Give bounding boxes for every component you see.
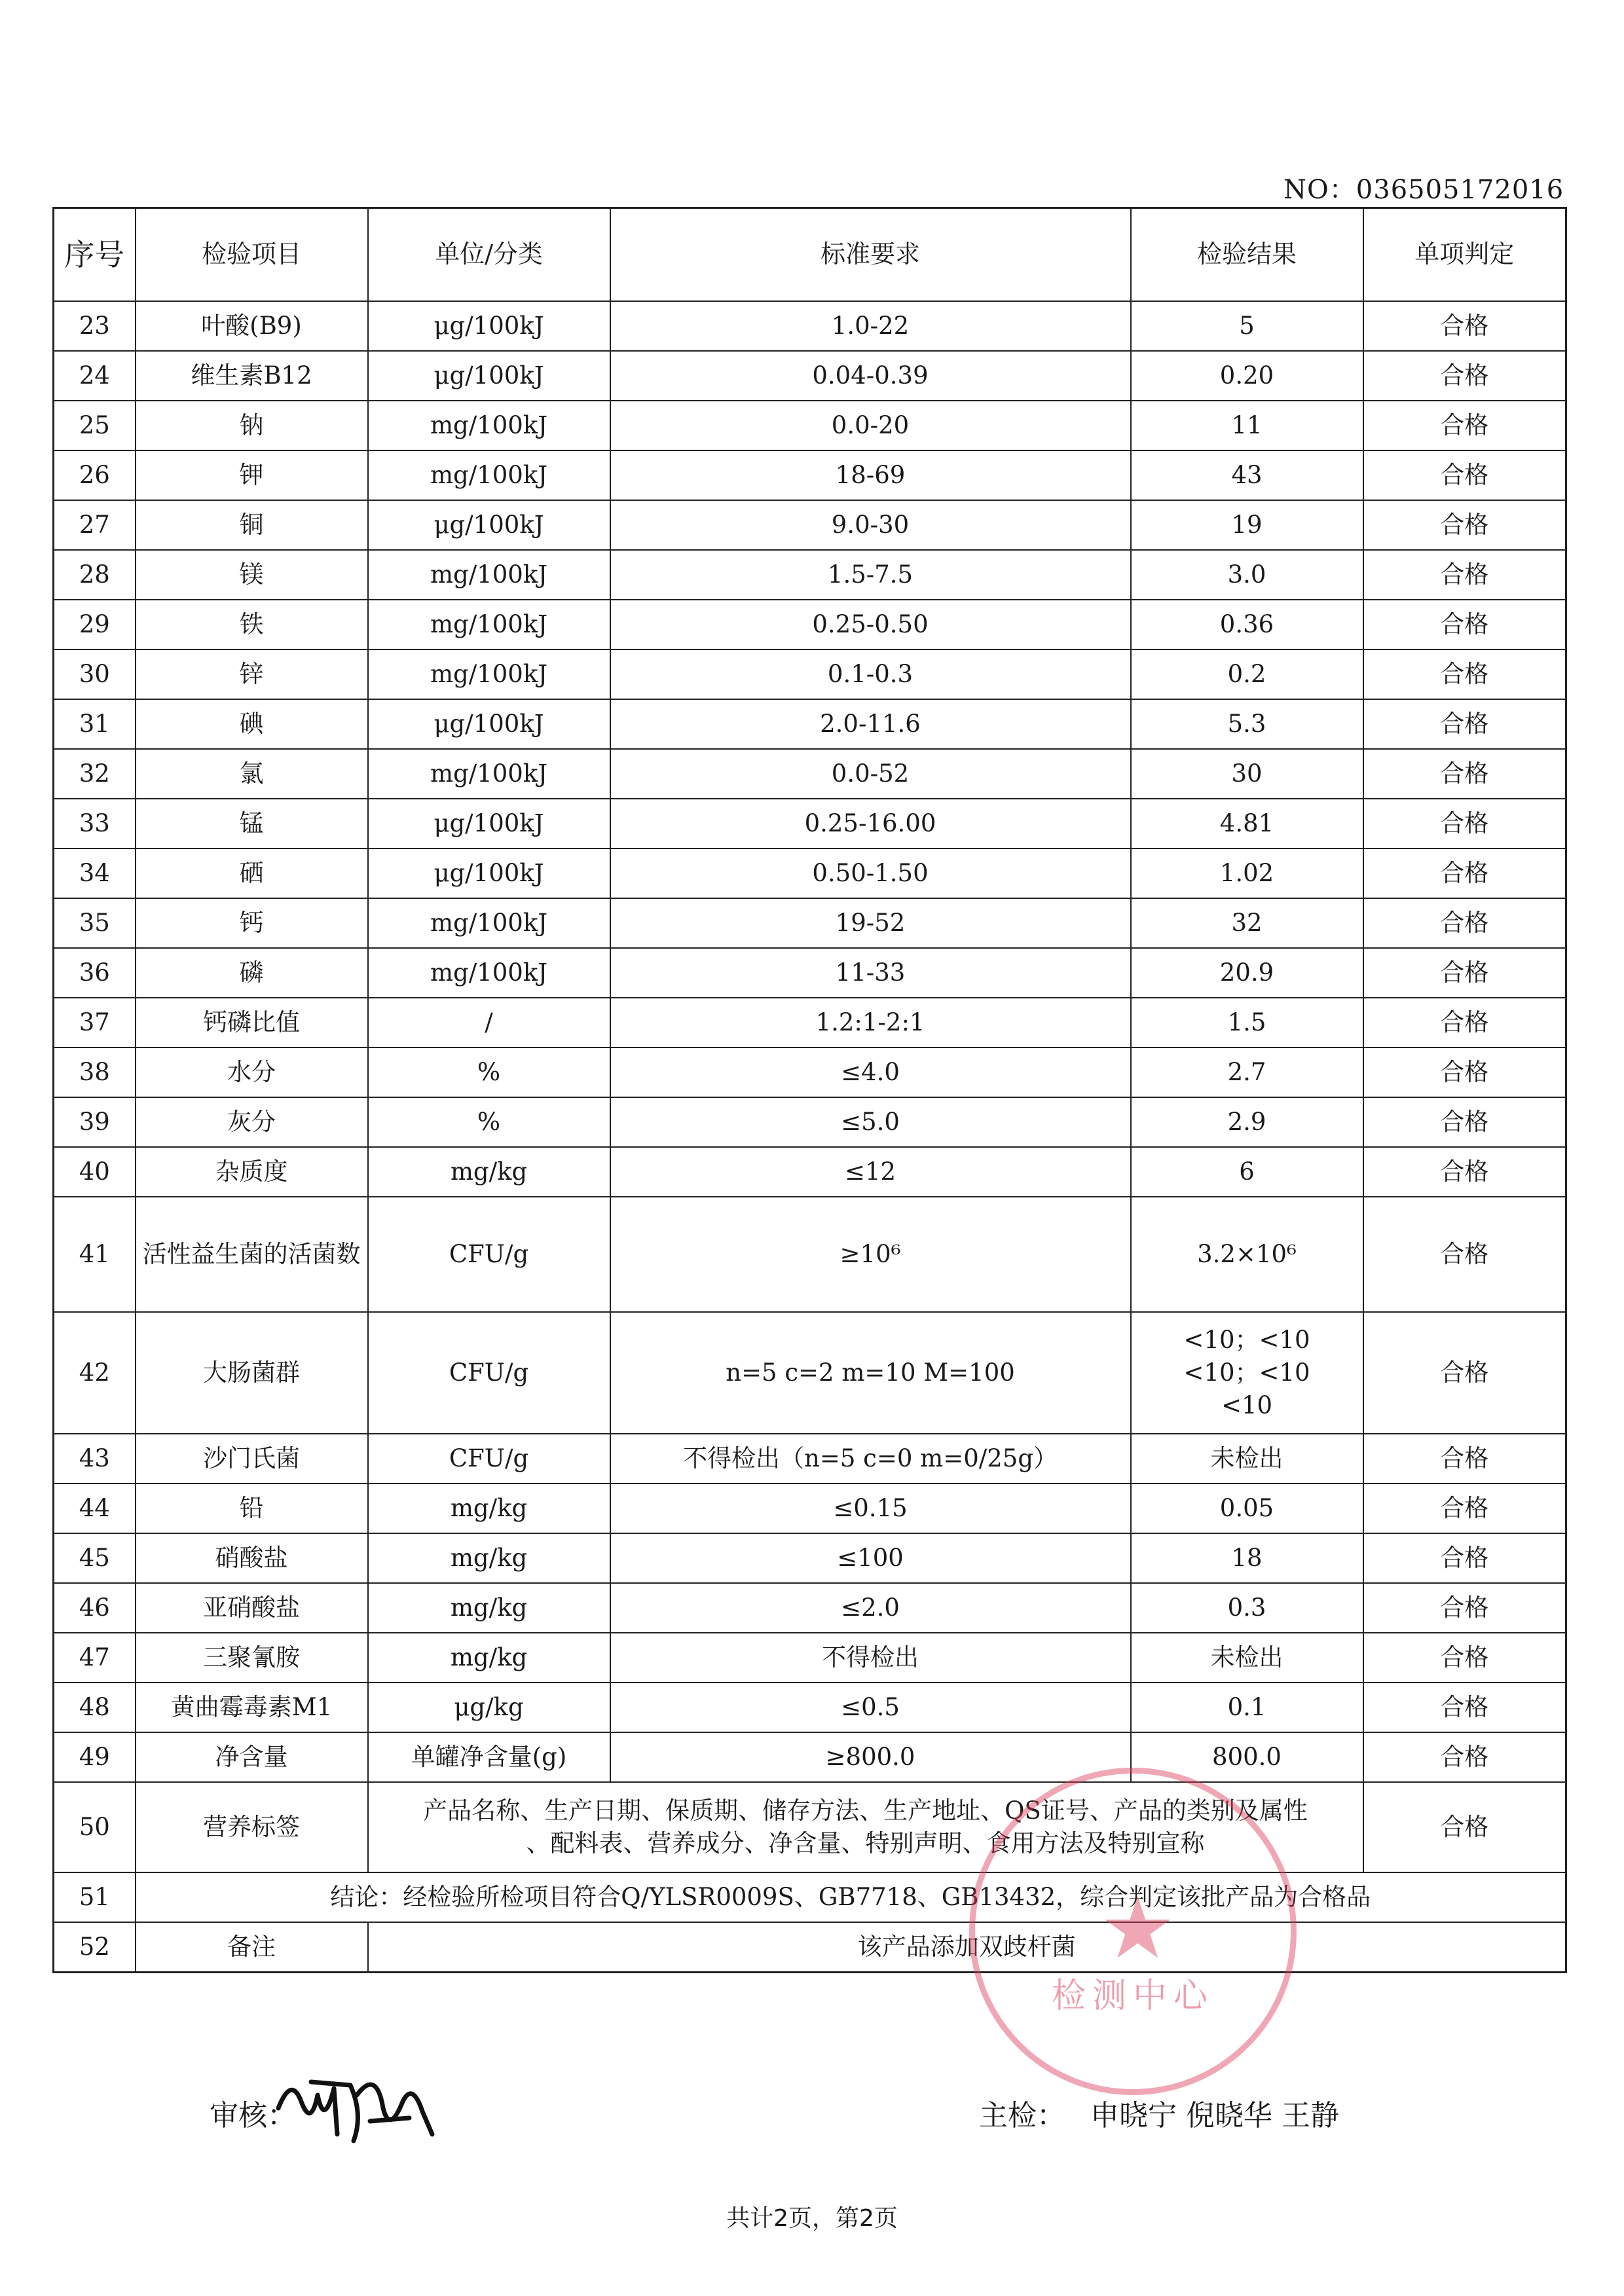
cell-verdict: 合格 <box>1363 401 1566 450</box>
cell-unit: mg/100kJ <box>368 450 610 500</box>
cell-standard: 不得检出（n=5 c=0 m=0/25g） <box>610 1434 1131 1484</box>
cell-verdict: 合格 <box>1363 1533 1566 1583</box>
cell-result: 800.0 <box>1131 1732 1363 1782</box>
cell-seq: 42 <box>54 1312 136 1434</box>
cell-unit: μg/100kJ <box>368 500 610 550</box>
cell-item: 硒 <box>136 848 368 898</box>
cell-verdict: 合格 <box>1363 1197 1566 1312</box>
cell-unit: μg/100kJ <box>368 799 610 848</box>
cell-result: 0.3 <box>1131 1583 1363 1633</box>
cell-result: 0.1 <box>1131 1683 1363 1732</box>
official-seal <box>969 1768 1297 2095</box>
cell-verdict: 合格 <box>1363 1097 1566 1147</box>
cell-item: 三聚氰胺 <box>136 1633 368 1683</box>
table-header-row <box>54 208 1566 302</box>
cell-seq: 28 <box>54 550 136 600</box>
cell-result: 19 <box>1131 500 1363 550</box>
table-row <box>54 699 1566 749</box>
cell-unit: CFU/g <box>368 1197 610 1312</box>
table-row <box>54 749 1566 799</box>
table-row <box>54 948 1566 998</box>
cell-item: 硝酸盐 <box>136 1533 368 1583</box>
cell-unit: % <box>368 1048 610 1097</box>
cell-item: 镁 <box>136 550 368 600</box>
table-row <box>54 649 1566 699</box>
cell-unit: mg/kg <box>368 1484 610 1533</box>
cell-seq: 33 <box>54 799 136 848</box>
cell-unit: mg/100kJ <box>368 401 610 450</box>
cell-result: 0.36 <box>1131 600 1363 649</box>
table-row <box>54 500 1566 550</box>
cell-seq: 30 <box>54 649 136 699</box>
cell-result: 5.3 <box>1131 699 1363 749</box>
cell-item: 铁 <box>136 600 368 649</box>
cell-result: 30 <box>1131 749 1363 799</box>
cell-unit: mg/100kJ <box>368 749 610 799</box>
cell-result: 1.02 <box>1131 848 1363 898</box>
cell-standard: 0.04-0.39 <box>610 351 1131 401</box>
cell-item: 维生素B12 <box>136 351 368 401</box>
table-row <box>54 301 1566 351</box>
inspector-label: 主检： <box>979 2099 1065 2132</box>
cell-verdict: 合格 <box>1363 1633 1566 1683</box>
cell-item: 叶酸(B9) <box>136 301 368 351</box>
table-row <box>54 1434 1566 1484</box>
table-row <box>54 1533 1566 1583</box>
cell-standard: 11-33 <box>610 948 1131 998</box>
cell-seq: 35 <box>54 898 136 948</box>
cell-verdict: 合格 <box>1363 1048 1566 1097</box>
conclusion-row <box>54 1872 1566 1922</box>
cell-item: 活性益生菌的活菌数 <box>136 1197 368 1312</box>
cell-unit: mg/kg <box>368 1583 610 1633</box>
cell-verdict: 合格 <box>1363 1732 1566 1782</box>
cell-seq: 25 <box>54 401 136 450</box>
cell-standard: 0.25-16.00 <box>610 799 1131 848</box>
cell-unit: % <box>368 1097 610 1147</box>
cell-seq: 26 <box>54 450 136 500</box>
cell-item: 亚硝酸盐 <box>136 1583 368 1633</box>
table-row <box>54 1312 1566 1434</box>
cell-result: 2.7 <box>1131 1048 1363 1097</box>
cell-standard: ≤0.15 <box>610 1484 1131 1533</box>
cell-standard: ≤4.0 <box>610 1048 1131 1097</box>
cell-unit: mg/kg <box>368 1533 610 1583</box>
label-row-content: 产品名称、生产日期、保质期、储存方法、生产地址、QS证号、产品的类别及属性 、配料表、营养成分、净含量、特别声明、食用方法及特别宣称 <box>368 1782 1363 1872</box>
header-item: 检验项目 <box>136 208 368 302</box>
table-row <box>54 898 1566 948</box>
cell-standard: ≥800.0 <box>610 1732 1131 1782</box>
report-number: NO：036505172016 <box>1283 175 1564 205</box>
cell-verdict: 合格 <box>1363 948 1566 998</box>
cell-unit: CFU/g <box>368 1434 610 1484</box>
cell-unit: mg/100kJ <box>368 600 610 649</box>
conclusion-text: 结论：经检验所检项目符合Q/YLSR0009S、GB7718、GB13432，综合判定该批产品为合格品 <box>136 1872 1566 1922</box>
table-row <box>54 848 1566 898</box>
table-row <box>54 1197 1566 1312</box>
cell-seq: 34 <box>54 848 136 898</box>
cell-standard: 0.50-1.50 <box>610 848 1131 898</box>
table-row <box>54 1683 1566 1732</box>
header-verdict: 单项判定 <box>1363 208 1566 302</box>
cell-standard: 不得检出 <box>610 1633 1131 1683</box>
cell-item: 钙 <box>136 898 368 948</box>
cell-verdict: 合格 <box>1363 1147 1566 1197</box>
cell-result: 3.2×10⁶ <box>1131 1197 1363 1312</box>
cell-standard: 19-52 <box>610 898 1131 948</box>
cell-seq: 47 <box>54 1633 136 1683</box>
cell-unit: μg/kg <box>368 1683 610 1732</box>
inspector-names: 申晓宁 倪晓华 王静 <box>1090 2099 1339 2132</box>
cell-seq: 27 <box>54 500 136 550</box>
cell-result: 6 <box>1131 1147 1363 1197</box>
cell-item: 铅 <box>136 1484 368 1533</box>
seal-star-icon: ★ <box>1099 1878 1176 1978</box>
cell-unit: μg/100kJ <box>368 699 610 749</box>
cell-verdict: 合格 <box>1363 1484 1566 1533</box>
cell-standard: ≤12 <box>610 1147 1131 1197</box>
cell-unit: mg/100kJ <box>368 550 610 600</box>
cell-unit: mg/kg <box>368 1147 610 1197</box>
table-row <box>54 1633 1566 1683</box>
cell-result: 0.2 <box>1131 649 1363 699</box>
cell-result: 1.5 <box>1131 998 1363 1048</box>
cell-seq: 23 <box>54 301 136 351</box>
cell-unit: μg/100kJ <box>368 301 610 351</box>
reviewer-label: 审核： <box>210 2099 296 2132</box>
cell-standard: 1.0-22 <box>610 301 1131 351</box>
cell-verdict: 合格 <box>1363 1683 1566 1732</box>
cell-unit: mg/100kJ <box>368 898 610 948</box>
cell-item: 碘 <box>136 699 368 749</box>
cell-item: 大肠菌群 <box>136 1312 368 1434</box>
cell-verdict: 合格 <box>1363 848 1566 898</box>
cell-result: 11 <box>1131 401 1363 450</box>
cell-unit: mg/kg <box>368 1633 610 1683</box>
table-row <box>54 799 1566 848</box>
cell-verdict: 合格 <box>1363 450 1566 500</box>
cell-seq: 39 <box>54 1097 136 1147</box>
cell-standard: ≤2.0 <box>610 1583 1131 1633</box>
remark-row <box>54 1922 1566 1973</box>
cell-verdict: 合格 <box>1363 500 1566 550</box>
cell-result: 0.05 <box>1131 1484 1363 1533</box>
cell-result: 20.9 <box>1131 948 1363 998</box>
cell-unit: μg/100kJ <box>368 351 610 401</box>
cell-seq: 36 <box>54 948 136 998</box>
cell-result: 5 <box>1131 301 1363 351</box>
cell-item: 水分 <box>136 1048 368 1097</box>
table-row <box>54 450 1566 500</box>
label-row <box>54 1782 1566 1872</box>
cell-item: 净含量 <box>136 1732 368 1782</box>
table-row <box>54 351 1566 401</box>
table-row <box>54 401 1566 450</box>
cell-item: 锰 <box>136 799 368 848</box>
cell-standard: 0.0-20 <box>610 401 1131 450</box>
cell-result: 3.0 <box>1131 550 1363 600</box>
cell-result: 未检出 <box>1131 1434 1363 1484</box>
cell-verdict: 合格 <box>1363 998 1566 1048</box>
cell-item: 黄曲霉毒素M1 <box>136 1683 368 1732</box>
reviewer-signature-icon <box>272 2062 442 2147</box>
cell-unit: / <box>368 998 610 1048</box>
cell-seq: 48 <box>54 1683 136 1732</box>
cell-standard: 0.25-0.50 <box>610 600 1131 649</box>
cell-seq: 29 <box>54 600 136 649</box>
label-row-verdict: 合格 <box>1363 1782 1566 1872</box>
cell-standard: ≥10⁶ <box>610 1197 1131 1312</box>
table-row <box>54 1583 1566 1633</box>
header-result: 检验结果 <box>1131 208 1363 302</box>
cell-result: 18 <box>1131 1533 1363 1583</box>
cell-item: 钙磷比值 <box>136 998 368 1048</box>
cell-verdict: 合格 <box>1363 600 1566 649</box>
cell-seq: 40 <box>54 1147 136 1197</box>
table-row <box>54 600 1566 649</box>
cell-seq: 44 <box>54 1484 136 1533</box>
cell-item: 铜 <box>136 500 368 550</box>
label-row-item: 营养标签 <box>136 1782 368 1872</box>
table-row <box>54 1732 1566 1782</box>
cell-standard: ≤0.5 <box>610 1683 1131 1732</box>
cell-result: 2.9 <box>1131 1097 1363 1147</box>
cell-result: <10；<10 <10；<10 <10 <box>1131 1312 1363 1434</box>
table-row <box>54 1097 1566 1147</box>
cell-verdict: 合格 <box>1363 351 1566 401</box>
remark-text: 该产品添加双歧杆菌 <box>368 1922 1566 1973</box>
cell-item: 沙门氏菌 <box>136 1434 368 1484</box>
cell-item: 钠 <box>136 401 368 450</box>
cell-verdict: 合格 <box>1363 1583 1566 1633</box>
inspection-table <box>52 207 1567 1973</box>
remark-label: 备注 <box>136 1922 368 1973</box>
remark-row-seq: 52 <box>54 1922 136 1973</box>
conclusion-row-seq: 51 <box>54 1872 136 1922</box>
seal-text: 检测中心 <box>1051 1977 1214 2016</box>
cell-standard: 0.0-52 <box>610 749 1131 799</box>
table-row <box>54 1048 1566 1097</box>
table-row <box>54 550 1566 600</box>
cell-standard: 9.0-30 <box>610 500 1131 550</box>
cell-result: 4.81 <box>1131 799 1363 848</box>
table-body <box>54 301 1566 1782</box>
cell-unit: 单罐净含量(g) <box>368 1732 610 1782</box>
cell-verdict: 合格 <box>1363 699 1566 749</box>
header-seq: 序号 <box>54 208 136 302</box>
cell-result: 未检出 <box>1131 1633 1363 1683</box>
cell-seq: 37 <box>54 998 136 1048</box>
cell-result: 0.20 <box>1131 351 1363 401</box>
header-unit: 单位/分类 <box>368 208 610 302</box>
cell-verdict: 合格 <box>1363 301 1566 351</box>
cell-item: 杂质度 <box>136 1147 368 1197</box>
cell-result: 32 <box>1131 898 1363 948</box>
cell-standard: ≤5.0 <box>610 1097 1131 1147</box>
cell-standard: ≤100 <box>610 1533 1131 1583</box>
cell-seq: 41 <box>54 1197 136 1312</box>
cell-standard: 18-69 <box>610 450 1131 500</box>
label-row-seq: 50 <box>54 1782 136 1872</box>
cell-item: 钾 <box>136 450 368 500</box>
table-row <box>54 998 1566 1048</box>
cell-verdict: 合格 <box>1363 1312 1566 1434</box>
cell-unit: μg/100kJ <box>368 848 610 898</box>
cell-seq: 45 <box>54 1533 136 1583</box>
cell-standard: 1.2:1-2:1 <box>610 998 1131 1048</box>
cell-verdict: 合格 <box>1363 749 1566 799</box>
cell-verdict: 合格 <box>1363 1434 1566 1484</box>
cell-item: 灰分 <box>136 1097 368 1147</box>
cell-seq: 46 <box>54 1583 136 1633</box>
cell-seq: 49 <box>54 1732 136 1782</box>
cell-seq: 38 <box>54 1048 136 1097</box>
table-row <box>54 1147 1566 1197</box>
table-row <box>54 1484 1566 1533</box>
cell-unit: mg/100kJ <box>368 649 610 699</box>
page-info: 共计2页，第2页 <box>726 2205 898 2232</box>
cell-standard: 2.0-11.6 <box>610 699 1131 749</box>
cell-item: 磷 <box>136 948 368 998</box>
cell-seq: 43 <box>54 1434 136 1484</box>
cell-item: 锌 <box>136 649 368 699</box>
header-standard: 标准要求 <box>610 208 1131 302</box>
cell-standard: 1.5-7.5 <box>610 550 1131 600</box>
cell-seq: 32 <box>54 749 136 799</box>
cell-seq: 24 <box>54 351 136 401</box>
cell-result: 43 <box>1131 450 1363 500</box>
cell-seq: 31 <box>54 699 136 749</box>
cell-unit: CFU/g <box>368 1312 610 1434</box>
cell-standard: 0.1-0.3 <box>610 649 1131 699</box>
cell-unit: mg/100kJ <box>368 948 610 998</box>
cell-verdict: 合格 <box>1363 799 1566 848</box>
cell-verdict: 合格 <box>1363 649 1566 699</box>
cell-verdict: 合格 <box>1363 898 1566 948</box>
cell-standard: n=5 c=2 m=10 M=100 <box>610 1312 1131 1434</box>
cell-item: 氯 <box>136 749 368 799</box>
cell-verdict: 合格 <box>1363 550 1566 600</box>
